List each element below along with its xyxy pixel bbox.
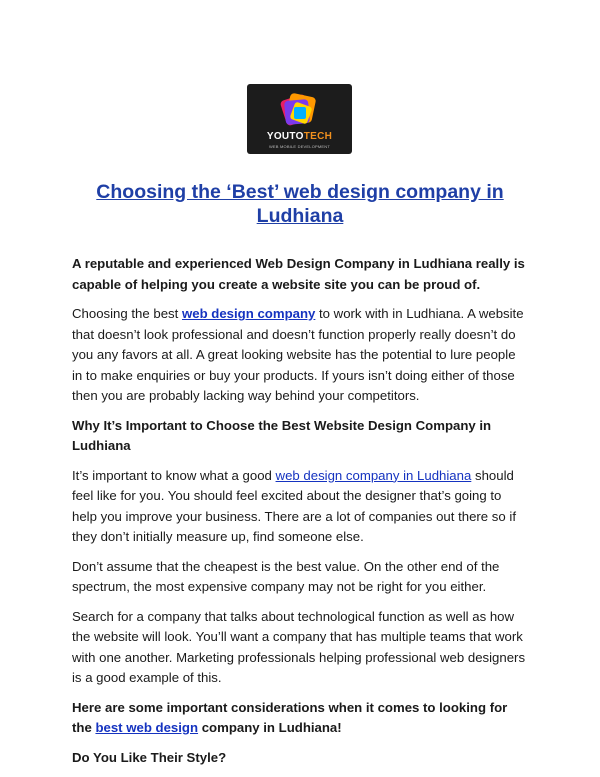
title-link[interactable]: Choosing the ‘Best’ web design company in Ludhiana <box>96 181 504 227</box>
section-heading-why: Why It’s Important to Choose the Best Website Design Company in Ludhiana <box>72 417 492 453</box>
paragraph-important: It’s important to know what a good web design company in Ludhiana should feel like for you. You should feel excited about the designer that’s going to help you improve your business. There are a lot of companies out there so if they don’t initially measure up, find someone else. <box>72 467 516 544</box>
web-design-company-ludhiana-link[interactable]: web design company in Ludhiana <box>275 467 472 483</box>
page-title <box>72 180 528 228</box>
intro-paragraph: A reputable and experienced Web Design Company in Ludhiana really is capable of helping you create a website site you can be proud of. <box>72 256 525 292</box>
paragraph-considerations: Here are some important considerations when it comes to looking for the best web design company in Ludhiana! <box>72 699 508 735</box>
article <box>72 180 528 777</box>
paragraph-choosing: Choosing the best web design company to work with in Ludhiana. A website that doesn’t look professional and doesn’t function properly really doesn’t do you any favors at all. A great looking website has the potential to lure people in to make enquiries or buy your products. If yours isn’t doing either of those then you are probably lacking way behind your competitors. <box>72 306 524 403</box>
paragraph-search: Search for a company that talks about technological function as well as how the website will look. You’ll want a company that has multiple teams that work with one another. Marketing professionals helping professional web designers is a good example of this. <box>72 608 526 685</box>
web-design-company-link[interactable]: web design company <box>181 306 316 321</box>
company-logo <box>247 84 352 154</box>
best-web-design-link[interactable]: best web design <box>95 720 199 735</box>
paragraph-cheapest: Don’t assume that the cheapest is the best value. On the other end of the spectrum, the most expensive company may not be right for you either. <box>72 558 500 594</box>
section-heading-style: Do You Like Their Style? <box>72 749 227 765</box>
logo-tagline: WEB MOBILE DEVELOPMENT <box>268 144 331 149</box>
logo-wordmark: YOUTOTECH <box>266 131 333 142</box>
